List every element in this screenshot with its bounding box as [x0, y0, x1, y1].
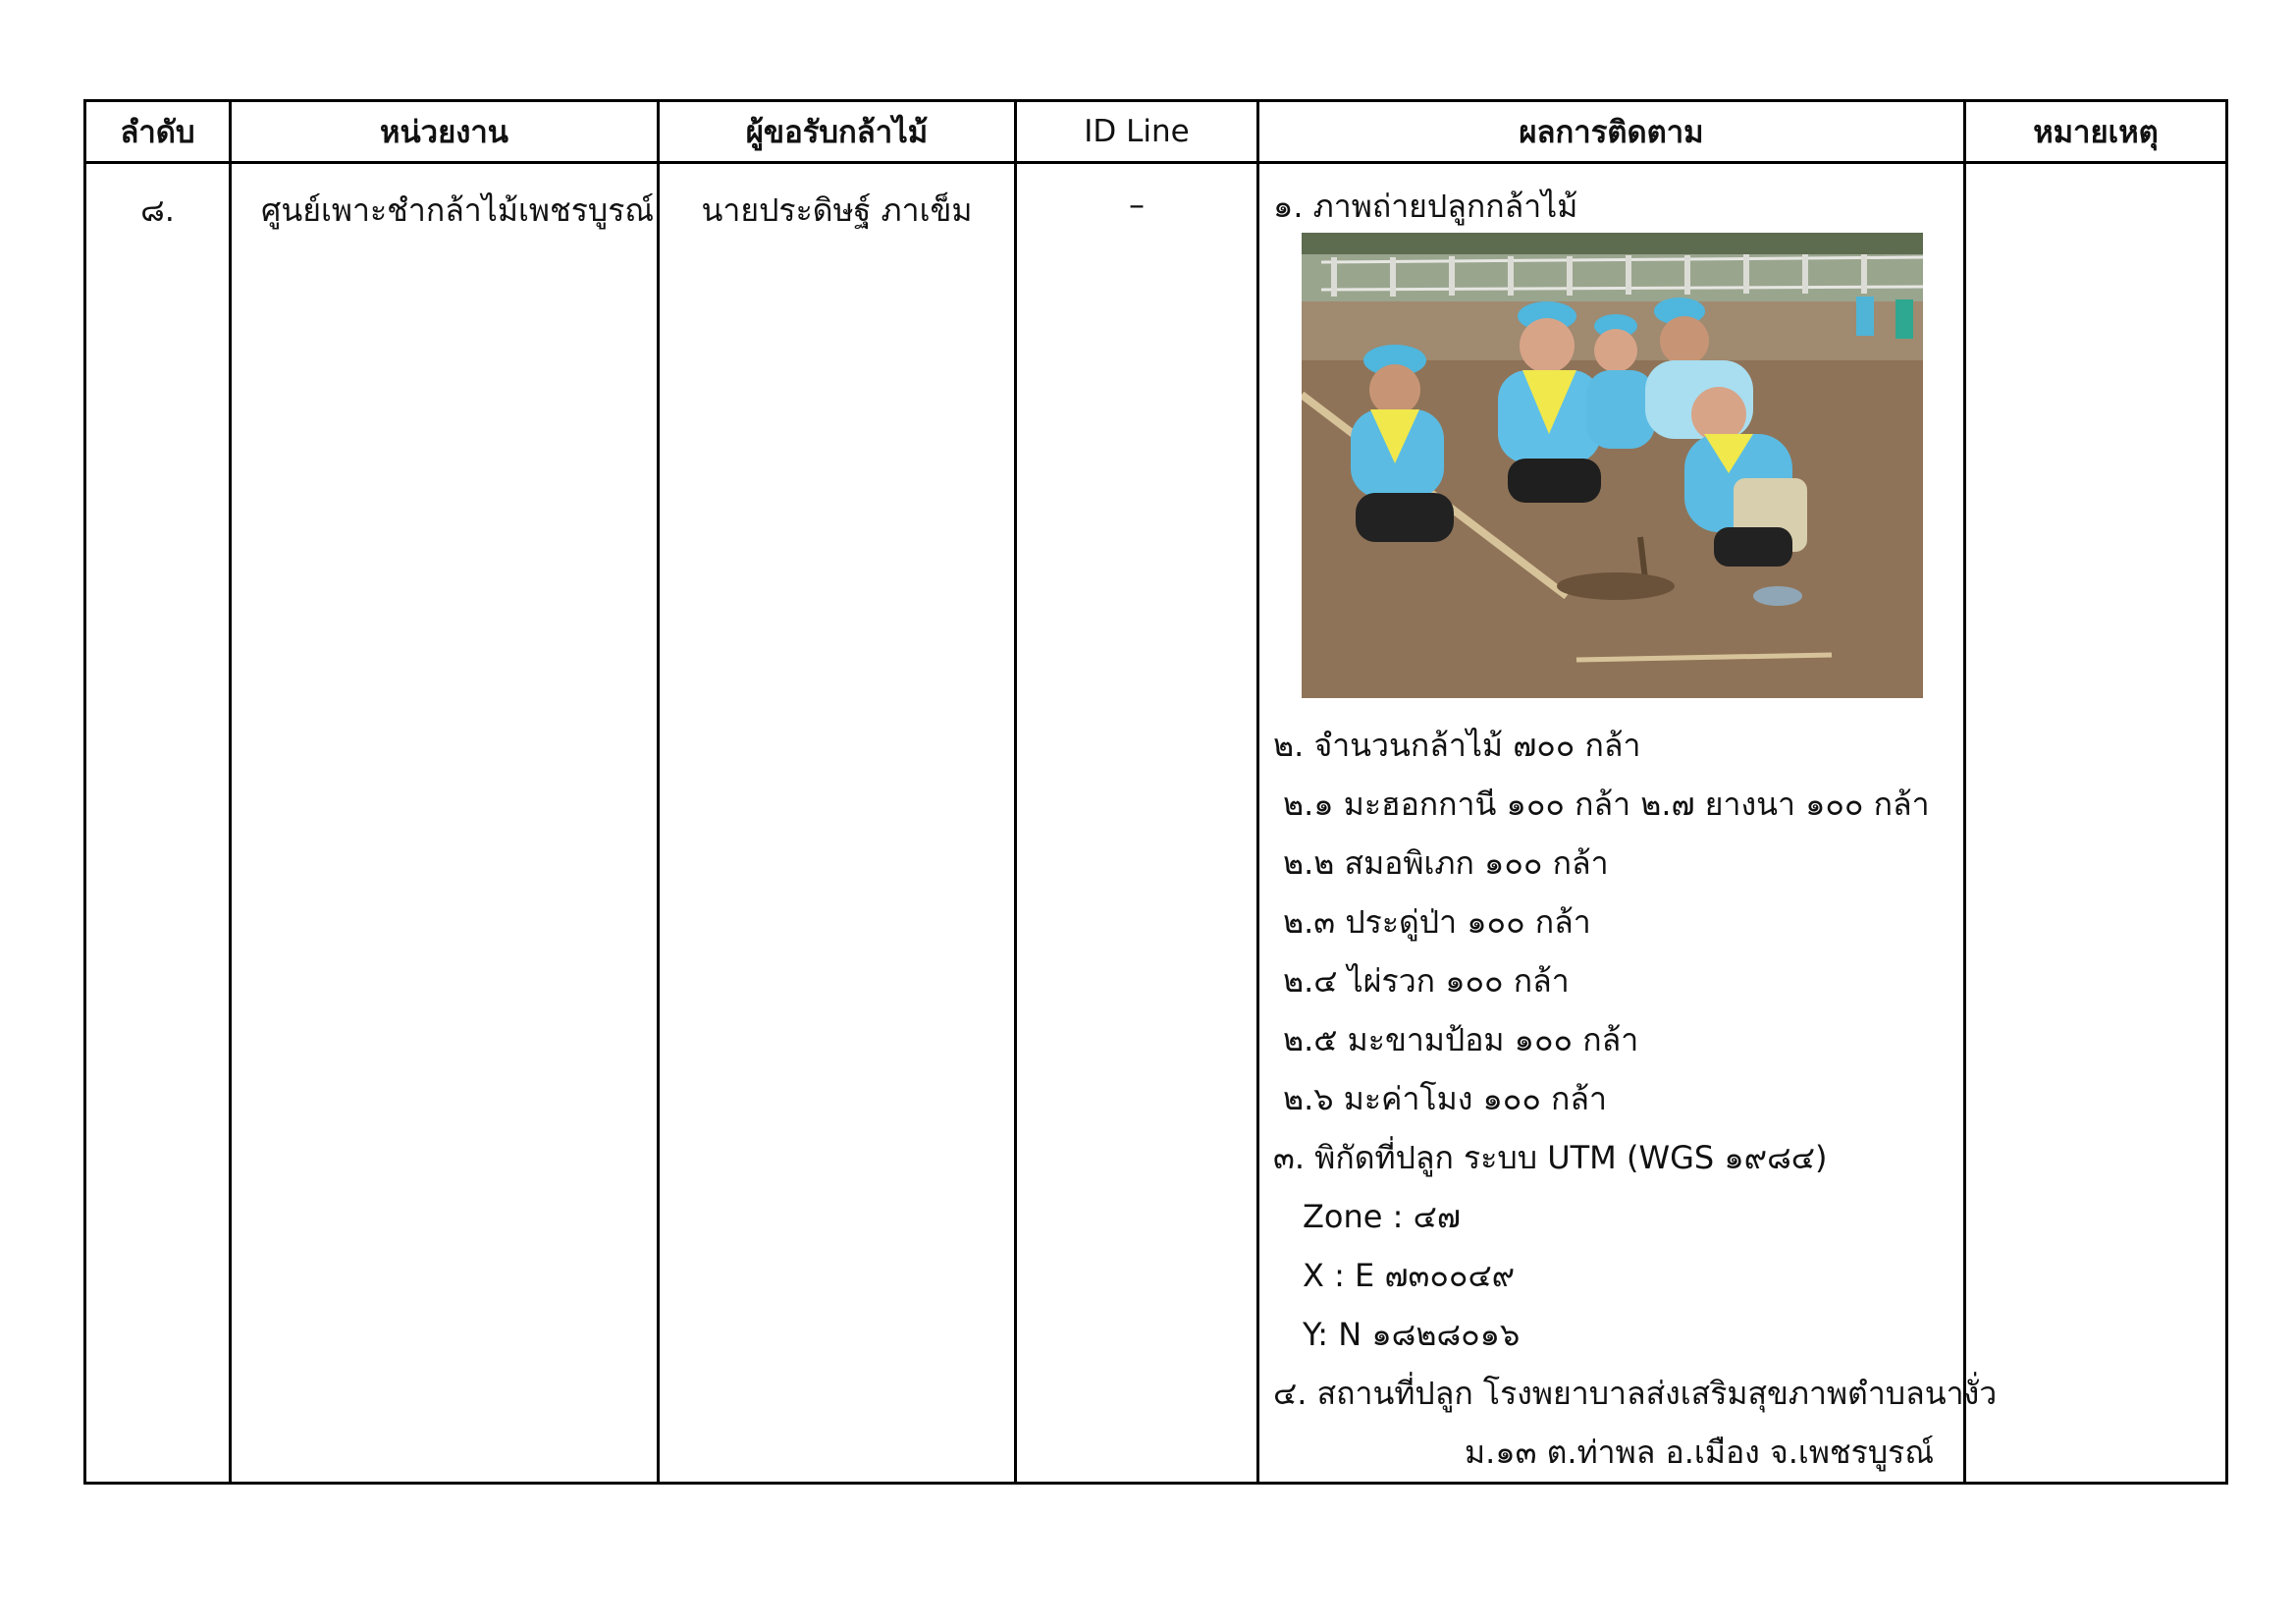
photo-heading: ๑. ภาพถ่ายปลูกกล้าไม้	[1273, 188, 1578, 225]
y-coordinate: Y: N ๑๘๒๘๐๑๖	[1303, 1316, 1521, 1353]
zone-value: Zone : ๔๗	[1303, 1198, 1461, 1235]
cell-requester: นายประดิษฐ์ ภาเข็ม	[659, 163, 1016, 1484]
plant-item: ๒.๖ มะค่าโมง ๑๐๐ กล้า	[1283, 1080, 1607, 1117]
planting-photo-illustration	[1302, 233, 1923, 698]
cell-order: ๘.	[85, 163, 231, 1484]
header-results: ผลการติดตาม	[1258, 101, 1965, 163]
follow-up-table	[83, 99, 2228, 1485]
plant-item: ๒.๓ ประดู่ป่า ๑๐๐ กล้า	[1283, 903, 1591, 941]
plant-item: ๒.๑ มะฮอกกานี ๑๐๐ กล้า ๒.๗ ยางนา ๑๐๐ กล้า	[1283, 785, 1930, 823]
count-heading: ๒. จำนวนกล้าไม้ ๗๐๐ กล้า	[1273, 727, 1641, 764]
header-id-line: ID Line	[1016, 101, 1258, 163]
location-line-2: ม.๑๓ ต.ท่าพล อ.เมือง จ.เพชรบูรณ์	[1465, 1434, 1934, 1471]
header-remarks: หมายเหตุ	[1965, 101, 2227, 163]
coord-heading: ๓. พิกัดที่ปลูก ระบบ UTM (WGS ๑๙๘๔)	[1273, 1139, 1828, 1176]
cell-id-line: –	[1016, 163, 1258, 1484]
x-coordinate: X : E ๗๓๐๐๔๙	[1303, 1257, 1516, 1294]
planting-photo	[1302, 233, 1923, 698]
plant-item: ๒.๕ มะขามป้อม ๑๐๐ กล้า	[1283, 1021, 1639, 1058]
cell-results	[1258, 163, 1998, 1484]
location-line-1: ๔. สถานที่ปลูก โรงพยาบาลส่งเสริมสุขภาพตำบลนางั่ว	[1273, 1375, 1998, 1412]
header-requester: ผู้ขอรับกล้าไม้	[659, 101, 1016, 163]
header-order: ลำดับ	[85, 101, 231, 163]
header-agency: หน่วยงาน	[231, 101, 659, 163]
header-row	[85, 101, 2227, 163]
plant-item: ๒.๒ สมอพิเภก ๑๐๐ กล้า	[1283, 844, 1609, 882]
cell-remarks	[1965, 163, 2227, 1484]
table-row	[85, 163, 2227, 1484]
cell-agency: ศูนย์เพาะชำกล้าไม้เพชรบูรณ์	[231, 163, 659, 1484]
plant-item: ๒.๔ ไผ่รวก ๑๐๐ กล้า	[1283, 962, 1570, 1000]
